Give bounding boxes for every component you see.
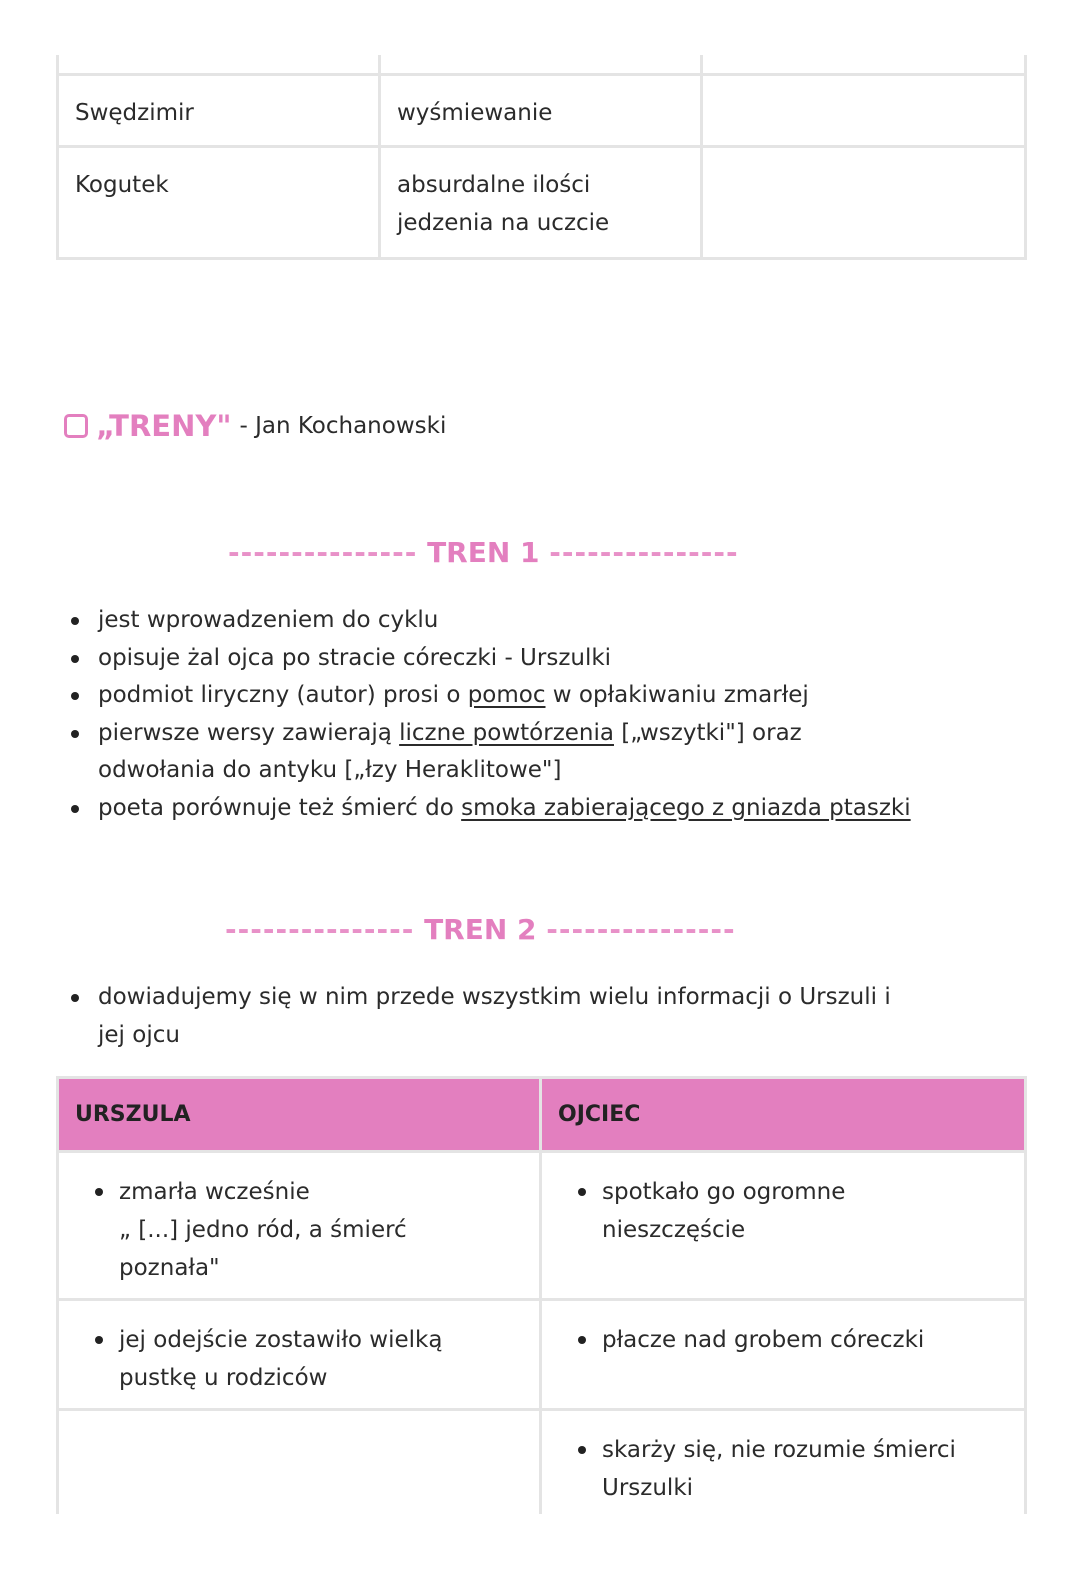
list-text: zmarła wcześnie <box>119 1179 310 1205</box>
table-cell <box>58 55 380 75</box>
dash-divider: --------------- <box>546 913 736 946</box>
list-item <box>119 1321 523 1397</box>
list-text: poeta porównuje też śmierć do <box>98 794 462 821</box>
comparison-table <box>56 1076 1027 1514</box>
table-row <box>58 147 1026 259</box>
list-text: podmiot liryczny (autor) prosi o <box>98 682 468 708</box>
list-item <box>119 1173 523 1287</box>
list-item <box>98 979 891 1054</box>
dash-divider: --------------- <box>549 536 739 569</box>
table-row <box>58 75 1026 147</box>
tren1-bullet-list <box>64 602 911 827</box>
list-text: jej odejście zostawiło wielką <box>119 1327 443 1353</box>
table-cell <box>541 1300 1026 1410</box>
underlined-text: smoka zabierającego z gniazda ptaszki <box>461 794 911 821</box>
column-header-ojciec: OJCIEC <box>541 1078 1026 1152</box>
column-header-urszula: URSZULA <box>58 1078 541 1152</box>
list-text: spotkało go ogromne <box>602 1179 846 1205</box>
list-text: [„wszytki"] oraz <box>613 719 802 746</box>
character-trait: wyśmiewanie <box>380 75 702 147</box>
list-text: Urszulki <box>602 1475 694 1501</box>
table-cell <box>58 1410 541 1514</box>
table-cell <box>702 147 1026 259</box>
table-row <box>58 1300 1026 1410</box>
cell-list <box>75 1173 523 1287</box>
cell-list <box>558 1173 1008 1249</box>
cell-list <box>75 1321 523 1397</box>
list-text: pustkę u rodziców <box>119 1365 328 1391</box>
table-cell <box>702 55 1026 75</box>
checkbox-icon[interactable] <box>64 414 88 438</box>
table-cell <box>58 1300 541 1410</box>
trait-line: absurdalne ilości <box>397 172 591 198</box>
list-item <box>602 1173 1008 1249</box>
list-text: jej ojcu <box>98 1021 180 1048</box>
dash-divider: --------------- <box>225 913 415 946</box>
characters-table <box>56 55 1027 260</box>
section-heading <box>64 404 446 448</box>
character-trait <box>380 147 702 259</box>
list-text: skarży się, nie rozumie śmierci <box>602 1437 956 1463</box>
tren1-title: TREN 1 <box>427 536 540 569</box>
list-item <box>98 677 911 715</box>
list-text: pierwsze wersy zawierają <box>98 719 400 746</box>
list-item: płacze nad grobem córeczki <box>602 1321 1008 1359</box>
tren2-heading <box>0 913 1080 946</box>
tren1-heading <box>0 536 1080 569</box>
table-row <box>58 1152 1026 1300</box>
cell-list <box>558 1321 1008 1359</box>
table-cell <box>380 55 702 75</box>
table-cell <box>541 1152 1026 1300</box>
list-text: odwołania do antyku [„łzy Heraklitowe"] <box>98 757 562 783</box>
table-header-row <box>58 1078 1026 1152</box>
dash-divider: --------------- <box>228 536 418 569</box>
work-title: „TRENY" <box>96 409 232 443</box>
underlined-text: liczne powtórzenia <box>399 719 614 746</box>
list-item <box>98 790 911 828</box>
cell-list <box>558 1431 1008 1507</box>
list-text: w opłakiwaniu zmarłej <box>545 682 809 708</box>
table-row <box>58 1410 1026 1514</box>
list-item: opisuje żal ojca po stracie córeczki - Urszulki <box>98 640 911 678</box>
character-name: Swędzimir <box>58 75 380 147</box>
tren2-title: TREN 2 <box>424 913 537 946</box>
trait-line: jedzenia na uczcie <box>397 210 610 236</box>
quote-text: „ [...] jedno ród, a śmierć <box>119 1217 407 1243</box>
table-cell <box>58 1152 541 1300</box>
underlined-text: pomoc <box>467 682 546 708</box>
quote-text: poznała" <box>119 1255 220 1281</box>
list-item: jest wprowadzeniem do cyklu <box>98 602 911 640</box>
list-text: nieszczęście <box>602 1217 746 1243</box>
list-item <box>602 1431 1008 1507</box>
character-name: Kogutek <box>58 147 380 259</box>
list-item <box>98 715 911 790</box>
tren2-bullet-list <box>64 979 891 1054</box>
work-author: - Jan Kochanowski <box>239 413 447 439</box>
table-cell <box>702 75 1026 147</box>
table-cell <box>541 1410 1026 1514</box>
list-text: dowiadujemy się w nim przede wszystkim wielu informacji o Urszuli i <box>98 984 891 1010</box>
